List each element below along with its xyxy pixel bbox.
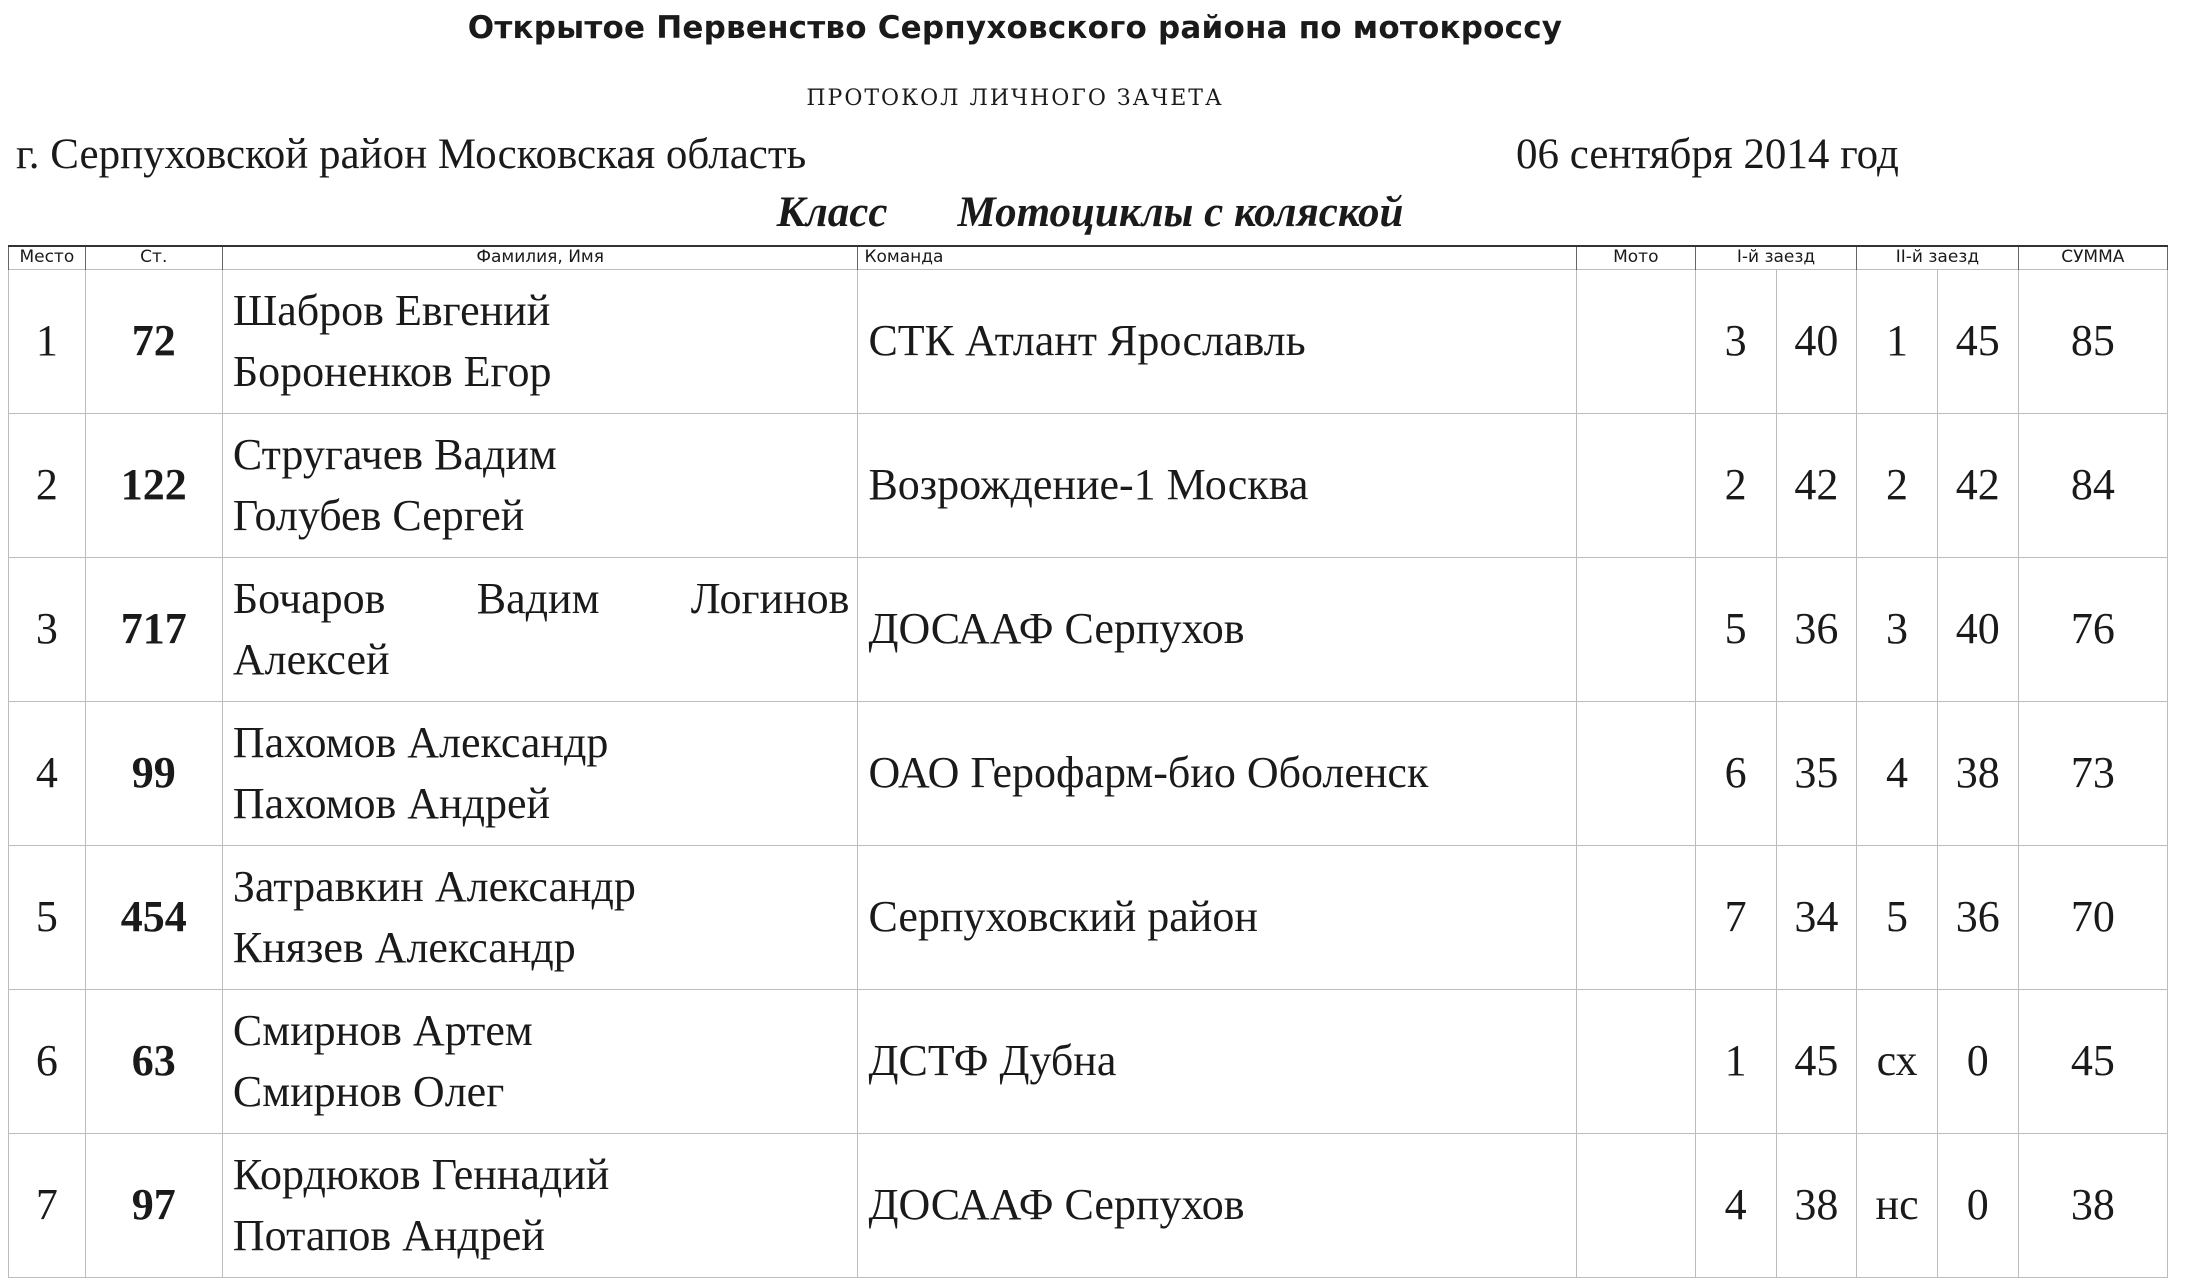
cell-sum: 85 — [2018, 270, 2167, 414]
cell-race1-points: 36 — [1776, 558, 1857, 702]
event-date: 06 сентября 2014 год — [1516, 131, 1899, 178]
passenger-name: Потапов Андрей — [232, 1210, 545, 1260]
rider-name: Смирнов Артем — [232, 1005, 533, 1055]
class-label: Класс — [776, 189, 888, 236]
cell-race1-position: 2 — [1695, 414, 1776, 558]
passenger-name: Пахомов Андрей — [232, 778, 551, 828]
cell-sum: 45 — [2018, 990, 2167, 1134]
cell-team: Серпуховский район — [858, 846, 1576, 990]
rider-name: Кордюков Геннадий — [232, 1149, 610, 1199]
cell-race2-position: 3 — [1857, 558, 1938, 702]
cell-team: Возрождение-1 Москва — [858, 414, 1576, 558]
class-heading — [0, 188, 2180, 237]
cell-sum: 70 — [2018, 846, 2167, 990]
cell-start-number: 63 — [85, 990, 222, 1134]
cell-moto — [1576, 270, 1695, 414]
cell-race2-points: 38 — [1937, 702, 2018, 846]
cell-race1-position: 7 — [1695, 846, 1776, 990]
cell-race2-position: нс — [1857, 1134, 1938, 1278]
table-row — [9, 558, 2168, 702]
cell-place: 3 — [9, 558, 86, 702]
cell-place: 5 — [9, 846, 86, 990]
cell-moto — [1576, 558, 1695, 702]
cell-race1-position: 4 — [1695, 1134, 1776, 1278]
rider-name: Стругачев Вадим — [232, 429, 557, 479]
cell-place: 6 — [9, 990, 86, 1134]
cell-race2-points: 36 — [1937, 846, 2018, 990]
cell-race1-points: 38 — [1776, 1134, 1857, 1278]
event-place: г. Серпуховской район Московская область — [16, 131, 807, 178]
cell-team: СТК Атлант Ярославль — [858, 270, 1576, 414]
passenger-name: Бороненков Егор — [232, 346, 552, 396]
cell-place: 1 — [9, 270, 86, 414]
cell-race2-position: 4 — [1857, 702, 1938, 846]
rider-name: Шабров Евгений — [232, 285, 551, 335]
rider-name: Бочаров Вадим Логинов — [232, 573, 850, 623]
cell-names — [222, 846, 858, 990]
cell-start-number: 454 — [85, 846, 222, 990]
cell-sum: 38 — [2018, 1134, 2167, 1278]
document-subtitle: ПРОТОКОЛ ЛИЧНОГО ЗАЧЕТА — [806, 86, 1224, 111]
cell-race1-position: 1 — [1695, 990, 1776, 1134]
cell-names — [222, 414, 858, 558]
table-row — [9, 1134, 2168, 1278]
table-header-row — [9, 246, 2168, 270]
cell-race2-points: 0 — [1937, 1134, 2018, 1278]
col-header-race2: II-й заезд — [1857, 246, 2018, 270]
table-row — [9, 414, 2168, 558]
cell-race2-points: 45 — [1937, 270, 2018, 414]
col-header-number: Ст. — [85, 246, 222, 270]
cell-place: 4 — [9, 702, 86, 846]
rider-name: Затравкин Александр — [232, 861, 636, 911]
cell-team: ОАО Герофарм-био Оболенск — [858, 702, 1576, 846]
table-row — [9, 702, 2168, 846]
cell-names — [222, 270, 858, 414]
col-header-team: Команда — [858, 246, 1576, 270]
cell-race2-position: 1 — [1857, 270, 1938, 414]
table-row — [9, 270, 2168, 414]
table-row — [9, 846, 2168, 990]
cell-race1-position: 3 — [1695, 270, 1776, 414]
col-header-name: Фамилия, Имя — [222, 246, 858, 270]
cell-moto — [1576, 990, 1695, 1134]
cell-names — [222, 558, 858, 702]
document-title: Открытое Первенство Серпуховского района по мотокроссу — [467, 10, 1563, 46]
cell-start-number: 717 — [85, 558, 222, 702]
cell-race2-points: 42 — [1937, 414, 2018, 558]
cell-moto — [1576, 846, 1695, 990]
table-row — [9, 990, 2168, 1134]
cell-race1-points: 42 — [1776, 414, 1857, 558]
cell-race1-position: 5 — [1695, 558, 1776, 702]
cell-names — [222, 702, 858, 846]
cell-place: 2 — [9, 414, 86, 558]
passenger-name: Голубев Сергей — [232, 490, 525, 540]
cell-race2-position: 2 — [1857, 414, 1938, 558]
cell-sum: 73 — [2018, 702, 2167, 846]
cell-race2-points: 0 — [1937, 990, 2018, 1134]
cell-sum: 84 — [2018, 414, 2167, 558]
col-header-race1: I-й заезд — [1695, 246, 1856, 270]
cell-start-number: 97 — [85, 1134, 222, 1278]
cell-moto — [1576, 1134, 1695, 1278]
passenger-name: Смирнов Олег — [232, 1066, 505, 1116]
cell-race1-points: 45 — [1776, 990, 1857, 1134]
passenger-name: Алексей — [232, 634, 390, 684]
col-header-place: Место — [9, 246, 86, 270]
cell-race2-position: сх — [1857, 990, 1938, 1134]
cell-race2-position: 5 — [1857, 846, 1938, 990]
cell-team: ДОСААФ Серпухов — [858, 558, 1576, 702]
cell-race1-points: 35 — [1776, 702, 1857, 846]
cell-moto — [1576, 414, 1695, 558]
cell-names — [222, 990, 858, 1134]
cell-race1-points: 40 — [1776, 270, 1857, 414]
cell-start-number: 72 — [85, 270, 222, 414]
cell-start-number: 99 — [85, 702, 222, 846]
cell-names — [222, 1134, 858, 1278]
cell-sum: 76 — [2018, 558, 2167, 702]
class-value: Мотоциклы с коляской — [957, 189, 1404, 236]
cell-race1-points: 34 — [1776, 846, 1857, 990]
cell-race2-points: 40 — [1937, 558, 2018, 702]
cell-start-number: 122 — [85, 414, 222, 558]
results-table — [8, 245, 2168, 1278]
cell-team: ДСТФ Дубна — [858, 990, 1576, 1134]
col-header-sum: СУММА — [2018, 246, 2167, 270]
col-header-moto: Мото — [1576, 246, 1695, 270]
cell-team: ДОСААФ Серпухов — [858, 1134, 1576, 1278]
rider-name: Пахомов Александр — [232, 717, 609, 767]
passenger-name: Князев Александр — [232, 922, 576, 972]
cell-place: 7 — [9, 1134, 86, 1278]
cell-moto — [1576, 702, 1695, 846]
cell-race1-position: 6 — [1695, 702, 1776, 846]
